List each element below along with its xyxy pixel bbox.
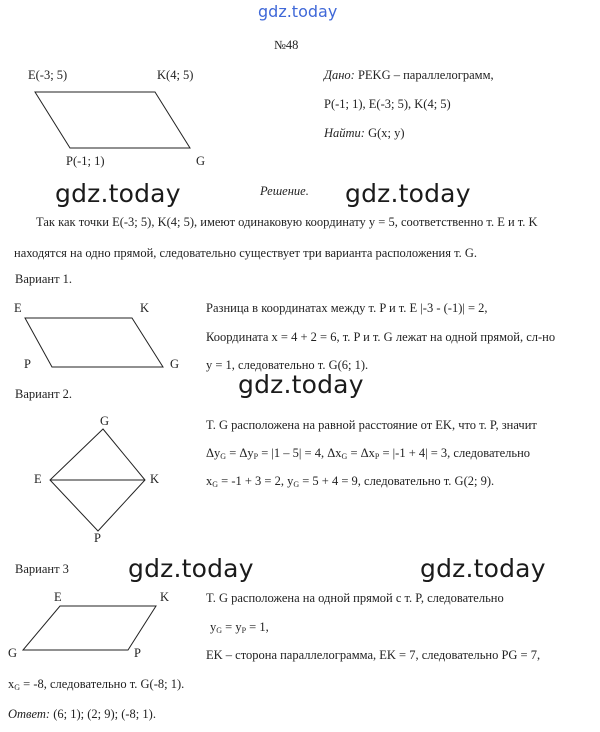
fig1-label-G: G bbox=[196, 154, 206, 168]
v1-label-P: P bbox=[24, 357, 31, 371]
v2-sub-G3: G bbox=[212, 480, 219, 489]
variant3-line3: EK – сторона параллелограмма, EK = 7, следовательно PG = 7, bbox=[206, 648, 541, 662]
v3-eq2: = -8, следовательно т. G(-8; 1). bbox=[20, 677, 185, 691]
variant2-line2 bbox=[206, 446, 530, 461]
v2-sub-G: G bbox=[220, 452, 227, 461]
variant2-line1: T. G расположена на равной расстояние от EK, что т. P, значит bbox=[206, 418, 537, 432]
v2-eq2b: = 5 + 4 = 9, следовательно т. G(2; 9). bbox=[299, 474, 495, 488]
v3-sub-G: G bbox=[216, 626, 223, 635]
fig1-label-K: K(4; 5) bbox=[157, 68, 194, 82]
v2-label-P: P bbox=[94, 531, 101, 545]
v3-label-P: P bbox=[134, 646, 141, 660]
v1-label-K: K bbox=[140, 301, 150, 315]
v3-x: x bbox=[8, 677, 15, 691]
v2-eq1b: = |1 – 5| = 4, Δx bbox=[258, 446, 342, 460]
v2-eq1: = Δy bbox=[226, 446, 254, 460]
v1-label-G: G bbox=[170, 357, 180, 371]
given-line2: P(-1; 1), E(-3; 5), K(4; 5) bbox=[324, 97, 451, 111]
fig1-label-P: P(-1; 1) bbox=[66, 154, 105, 168]
variant2-title: Вариант 2. bbox=[15, 387, 73, 401]
v2-sub-P: P bbox=[253, 452, 259, 461]
v2-eq1c: = Δx bbox=[347, 446, 375, 460]
watermark-3: gdz.today bbox=[238, 370, 364, 399]
variant1-line3: y = 1, следовательно т. G(6; 1). bbox=[206, 358, 369, 372]
answer-text: (6; 1); (2; 9); (-8; 1). bbox=[50, 707, 156, 721]
v1-label-E: E bbox=[14, 301, 22, 315]
solution-para1: Так как точки E(-3; 5), K(4; 5), имеют одинаковую координату y = 5, соответственно т. E и т. K bbox=[36, 215, 538, 229]
problem-number: №48 bbox=[274, 38, 299, 52]
find-line bbox=[324, 126, 405, 141]
answer-line bbox=[8, 707, 156, 722]
find-label: Найти: bbox=[324, 126, 365, 140]
variant1-title: Вариант 1. bbox=[15, 272, 73, 286]
v2-label-E: E bbox=[34, 472, 42, 486]
variant3-line2 bbox=[210, 620, 269, 635]
watermark-2: gdz.today bbox=[345, 179, 471, 208]
solution-para2: находятся на одно прямой, следовательно существует три варианта расположения т. G. bbox=[14, 246, 478, 260]
find-statement: G(x; y) bbox=[364, 126, 405, 140]
v2-x: x bbox=[206, 474, 213, 488]
top-watermark: gdz.today bbox=[258, 2, 338, 21]
v3-eq1b: = 1, bbox=[246, 620, 269, 634]
given-statement: PEKG – параллелограмм, bbox=[354, 68, 494, 82]
v3-label-G: G bbox=[8, 646, 18, 660]
v3-sub-G2: G bbox=[14, 683, 21, 692]
variant1-line1: Разница в координатах между т. P и т. E |-3 - (-1)| = 2, bbox=[206, 301, 488, 315]
v3-eq1: = y bbox=[222, 620, 242, 634]
watermark-4: gdz.today bbox=[128, 554, 254, 583]
v2-label-K: K bbox=[150, 472, 160, 486]
variant3-title: Вариант 3 bbox=[15, 562, 69, 576]
solution-title: Решение. bbox=[260, 184, 309, 198]
watermark-5: gdz.today bbox=[420, 554, 546, 583]
v2-sub-G2: G bbox=[341, 452, 348, 461]
given-line1 bbox=[324, 68, 494, 83]
variant3-parallelogram bbox=[23, 606, 156, 650]
variant1-parallelogram bbox=[25, 318, 163, 367]
variant3-line4 bbox=[8, 677, 184, 692]
figure1-parallelogram bbox=[35, 92, 190, 148]
variant1-line2: Координата x = 4 + 2 = 6, т. P и т. G лежат на одной прямой, сл-но bbox=[206, 330, 556, 344]
answer-label: Ответ: bbox=[8, 707, 51, 721]
watermark-1: gdz.today bbox=[55, 179, 181, 208]
fig1-label-E: E(-3; 5) bbox=[28, 68, 68, 82]
v3-y: y bbox=[210, 620, 217, 634]
v2-sub-P2: P bbox=[374, 452, 380, 461]
variant3-line1: T. G расположена на одной прямой с т. P, следовательно bbox=[206, 591, 504, 605]
v3-label-K: K bbox=[160, 590, 170, 604]
v3-sub-P: P bbox=[241, 626, 247, 635]
given-label: Дано: bbox=[324, 68, 355, 82]
v2-sub-G4: G bbox=[293, 480, 300, 489]
variant2-line3 bbox=[206, 474, 494, 489]
v2-eq2: = -1 + 3 = 2, y bbox=[218, 474, 294, 488]
v2-dy: Δy bbox=[206, 446, 221, 460]
v2-label-G: G bbox=[100, 414, 110, 428]
v2-eq1d: = |-1 + 4| = 3, следовательно bbox=[379, 446, 531, 460]
v3-label-E: E bbox=[54, 590, 62, 604]
